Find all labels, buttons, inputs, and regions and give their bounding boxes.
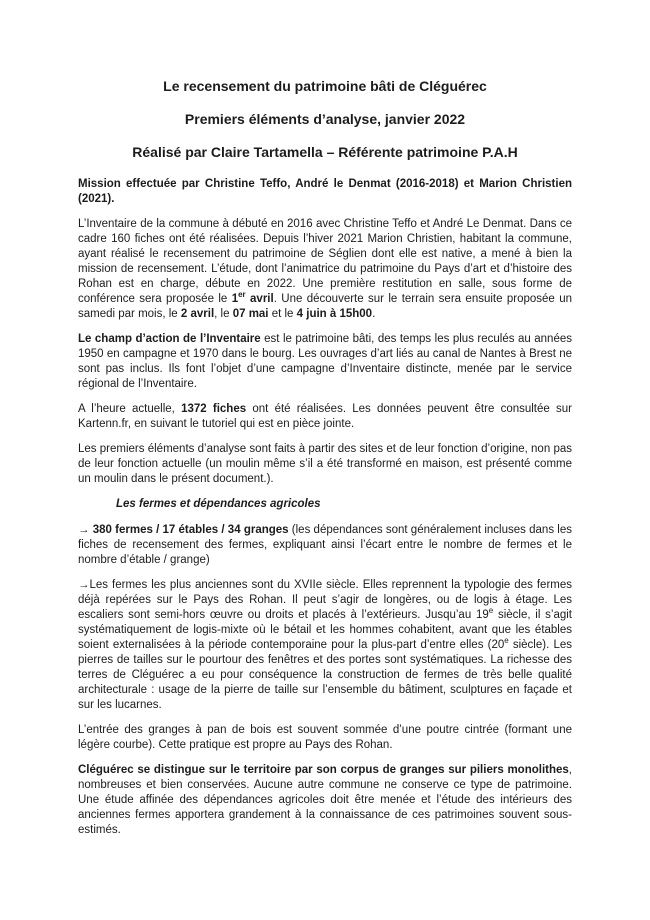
title-block bbox=[78, 78, 572, 160]
text-run: Les fermes et dépendances agricoles bbox=[116, 498, 321, 510]
text-run: → 380 fermes / 17 étables / 34 granges bbox=[78, 524, 292, 536]
text-run: e bbox=[488, 606, 494, 616]
document-title-line-1: Le recensement du patrimoine bâti de Cléguérec bbox=[163, 78, 487, 94]
text-run: 2 avril bbox=[180, 308, 215, 320]
paragraph-champ-action bbox=[78, 332, 572, 392]
text-run: ont été réalisées. Les données peuvent être consultée sur Kartenn.fr, en suivant le tutoriel qui est en pièce jointe. bbox=[78, 403, 572, 430]
text-run: est le patrimoine bâti, des temps les plus reculés au années 1950 en campagne et 1970 dans le bourg. Les ouvrages d’art liés au canal de Nantes à Brest ne sont pas inclus. Ils font l’objet d’une campagne d’Inventaire distincte, menée par le service régional de l’Inventaire. bbox=[78, 333, 572, 390]
text-run: 1 bbox=[231, 293, 239, 305]
text-run: . bbox=[372, 308, 376, 320]
subheading-fermes bbox=[78, 497, 572, 512]
paragraph-fermes-anciennes bbox=[78, 578, 572, 713]
text-run: avril bbox=[245, 293, 274, 305]
text-run: 1372 fiches bbox=[181, 403, 247, 415]
text-run: →Les fermes les plus anciennes sont du XVIIe siècle. Elles reprennent la typologie des fermes déjà repérées sur le Pays des Rohan. Il peut s’agir de longères, ou de logis à étage. Les escaliers sont semi-hors œuvre ou droits et placés à l’extérieurs. Jusqu’au 19 bbox=[78, 579, 572, 621]
text-run: L’entrée des granges à pan de bois est souvent sommée d’une poutre cintrée (formant une légère courbe). Cette pratique est propre au Pays des Rohan. bbox=[78, 724, 572, 751]
paragraph-inventaire bbox=[78, 217, 572, 322]
paragraph-piliers-monolithes bbox=[78, 763, 572, 838]
paragraph-granges bbox=[78, 723, 572, 753]
text-run: siècle). Les pierres de tailles sur le pourtour des fenêtres et des portes sont systématiques. La richesse des terres de Cléguérec a eu pour conséquence la construction de fermes de très belle qualité architecturale : usage de la pierre de taille sur l’ensemble du bâtiment, sculptures en façade et sur les lucarnes. bbox=[78, 639, 572, 711]
text-run: et le bbox=[268, 308, 297, 320]
text-run: L’Inventaire de la commune à débuté en 2016 avec Christine Teffo et André Le Denmat. Dans ce cadre 160 fiches ont été réalisées. Depuis l’hiver 2021 Marion Christien, habitant la commune, ayant réalisé le recensement du patrimoine de Séglien dont elle est native, a mené à bien la mission de recensement. L’étude, dont l’animatrice du patrimoine du Pays d’art et d’histoire des Rohan est en charge, débute en 2022. Une première restitution en salle, sous forme de conférence sera proposée le bbox=[78, 218, 572, 305]
document-body bbox=[78, 177, 572, 838]
text-run: , nombreuses et bien conservées. Aucune autre commune ne conserve ce type de patrimoine. Une étude affinée des dépendances agricoles doit être menée et l’étude des intérieurs des anciennes fermes apportera grandement à la connaissance de ces patrimoines souvent sous-estimés. bbox=[78, 764, 572, 836]
text-run: (les dépendances sont généralement incluses dans les fiches de recensement des fermes, expliquant ainsi l’écart entre le nombre de fermes et le nombre d’étable / grange) bbox=[78, 524, 572, 566]
text-run: Le champ d’action de l’Inventaire bbox=[78, 333, 261, 345]
text-run: , le bbox=[214, 308, 233, 320]
paragraph-fiches bbox=[78, 402, 572, 432]
text-run: A l’heure actuelle, bbox=[78, 403, 182, 415]
text-run: Cléguérec se distingue sur le territoire par son corpus de granges sur piliers monolithes bbox=[78, 764, 569, 776]
text-run: e bbox=[504, 636, 509, 646]
text-run: . Une découverte sur le terrain sera ensuite proposée un samedi par mois, le bbox=[78, 293, 572, 320]
paragraph-mission bbox=[78, 177, 572, 207]
document-title-line-3: Réalisé par Claire Tartamella – Référente patrimoine P.A.H bbox=[132, 144, 518, 160]
text-run: Mission effectuée par Christine Teffo, André le Denmat (2016-2018) et Marion Christien (2021). bbox=[78, 178, 572, 205]
text-run: siècle, il s’agit systématiquement de logis-mixte où le bétail et les hommes cohabitent, avant que les étables soient externalisées à la période contemporaine pour la plus-part d’entre elles (20 bbox=[78, 609, 573, 651]
text-run: 4 juin à 15h00 bbox=[296, 308, 373, 320]
document-title-line-2: Premiers éléments d’analyse, janvier 2022 bbox=[184, 111, 466, 127]
paragraph-comptage bbox=[78, 523, 572, 568]
text-run: 07 mai bbox=[232, 308, 269, 320]
paragraph-premiers-elements bbox=[78, 442, 572, 487]
text-run: er bbox=[238, 290, 246, 300]
text-run: Les premiers éléments d’analyse sont faits à partir des sites et de leur fonction d’origine, non pas de leur fonction actuelle (un moulin même s’il a été transformé en maison, est présenté comme un moulin dans le présent document.). bbox=[78, 443, 572, 485]
